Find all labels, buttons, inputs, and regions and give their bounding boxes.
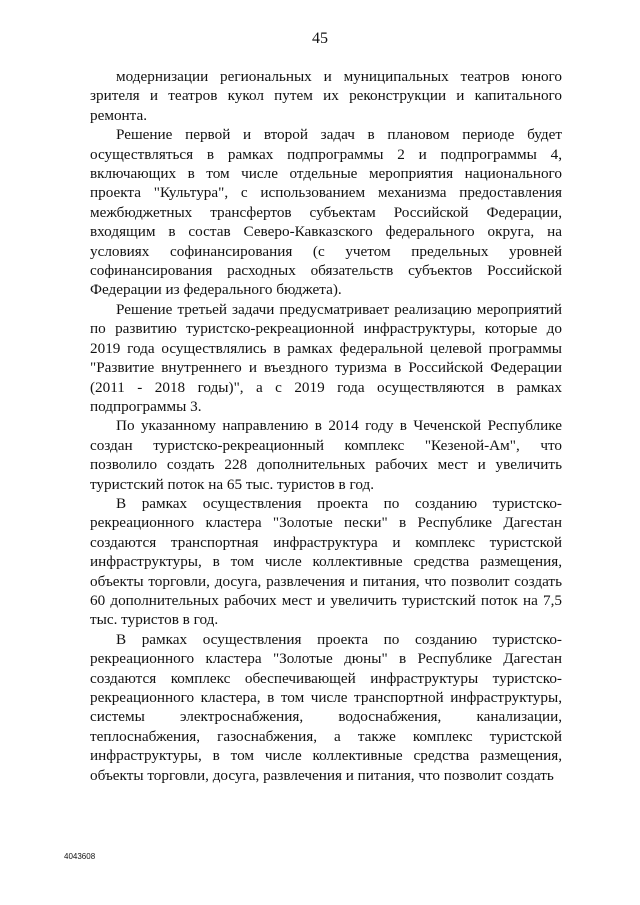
document-code: 4043608 xyxy=(64,852,96,861)
paragraph-5: В рамках осуществления проекта по созданию туристско-рекреационного кластера "Золотые пески" в Республике Дагестан создаются транспортная инфраструктура и комплекс туристской инфраструктуры, в том числе коллективные средства размещения, объекты торговли, досуга, развлечения и питания, что позволит создать 60 дополнительных рабочих мест и увеличить туристский поток на 7,5 тыс. туристов в год. xyxy=(90,494,562,629)
paragraph-3: Решение третьей задачи предусматривает реализацию мероприятий по развитию туристско-рекреационной инфраструктуры, которые до 2019 года осуществлялись в рамках федеральной целевой программы "Развитие внутреннего и въездного туризма в Российской Федерации (2011 - 2018 годы)", а с 2019 года осуществляются в рамках подпрограммы 3. xyxy=(90,300,562,415)
paragraph-6: В рамках осуществления проекта по созданию туристско-рекреационного кластера "Золотые дюны" в Республике Дагестан создаются комплекс обеспечивающей инфраструктуры туристско-рекреационного кластера, в том числе транспортной инфраструктуры, системы электроснабжения, водоснабжения, канализации, теплоснабжения, газоснабжения, а также комплекс туристской инфраструктуры, в том числе коллективные средства размещения, объекты торговли, досуга, развлечения и питания, что позволит создать xyxy=(90,630,562,784)
paragraph-4: По указанному направлению в 2014 году в Чеченской Республике создан туристско-рекреационный комплекс "Кезеной-Ам", что позволило создать 228 дополнительных рабочих мест и увеличить туристский поток на 65 тыс. туристов в год. xyxy=(90,417,562,493)
paragraph-2: Решение первой и второй задач в плановом периоде будет осуществляться в рамках подпрограммы 2 и подпрограммы 4, включающих в том числе отдельные мероприятия национального проекта "Культура", с использованием механизма предоставления межбюджетных трансфертов субъектам Российской Федерации, входящим в состав Северо-Кавказского федерального округа, на условиях софинансирования (с учетом предельных уровней софинансирования расходных обязательств субъектов Российской Федерации из федерального бюджета). xyxy=(90,126,562,299)
paragraph-1: модернизации региональных и муниципальных театров юного зрителя и театров кукол путем их реконструкции и капитального ремонта. xyxy=(90,68,562,124)
document-body xyxy=(90,67,562,785)
page-number: 45 xyxy=(312,30,328,47)
